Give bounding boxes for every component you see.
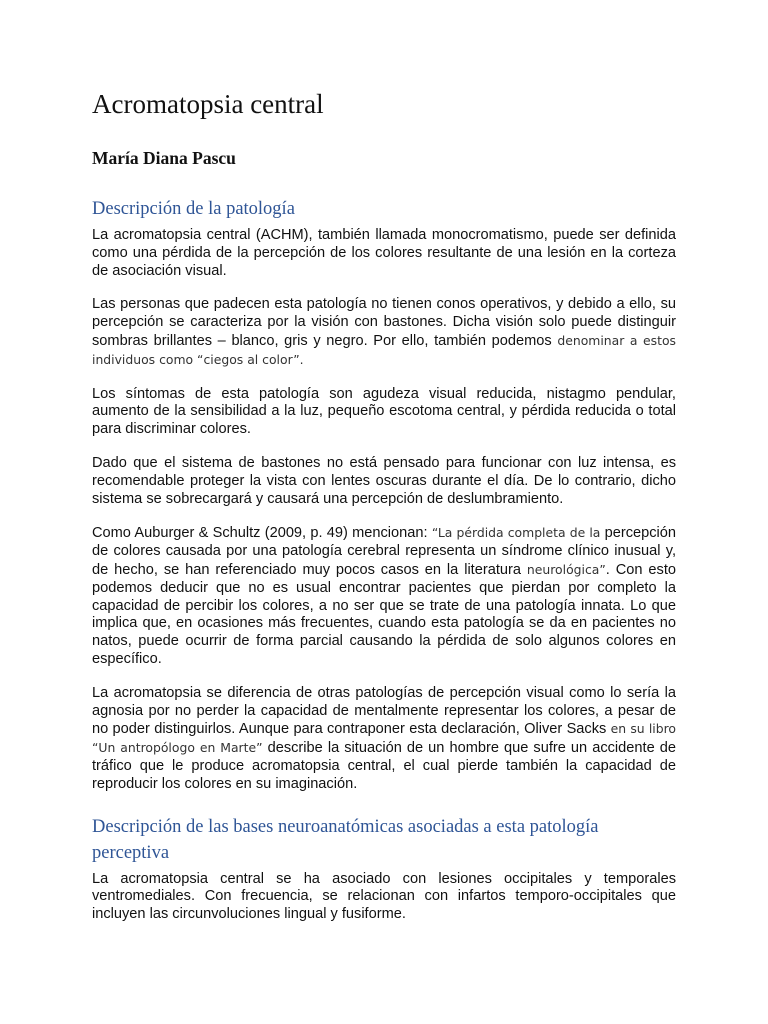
paragraph-2 bbox=[92, 296, 676, 369]
quote-start: “La pérdida completa de la bbox=[431, 525, 601, 541]
paragraph-6-text-a: La acromatopsia se diferencia de otras patologías de percepción visual como lo sería la agnosia por no perder la capacidad de mentalmente representar los colores, a pesar de no poder distinguirlos. Aunque para contraponer esta declaración, Oliver Sacks bbox=[92, 684, 676, 738]
document-title: Acromatopsia central bbox=[92, 89, 324, 119]
paragraph-1: La acromatopsia central (ACHM), también llamada monocromatismo, puede ser definida como una pérdida de la percepción de los colores resultante de una lesión en la corteza de asociación visual. bbox=[92, 227, 676, 279]
paragraph-3: Los síntomas de esta patología son agudeza visual reducida, nistagmo pendular, aumento de la sensibilidad a la luz, pequeño escotoma central, y pérdida reducida o total para discriminar colores. bbox=[92, 385, 676, 438]
section-heading-neuroanatomy: Descripción de las bases neuroanatómicas asociadas a esta patología perceptiva bbox=[92, 816, 599, 863]
paragraph-6-text-c: describe la situación de un hombre que sufre un accidente de tráfico que le produce acromatopsia central, el cual pierde también la capacidad de reproducir los colores en su imaginación. bbox=[92, 740, 676, 792]
author-name: María Diana Pascu bbox=[92, 148, 236, 168]
paragraph-2-text: Las personas que padecen esta patología no tienen conos operativos, y debido a ello, su percepción se caracteriza por la visión con bastones. Dicha visión solo puede distinguir sombras brillantes – blanco, gris y negro. Por ello, también podemos bbox=[92, 296, 676, 349]
paragraph-5 bbox=[92, 524, 676, 668]
paragraph-5-text-e: . Con esto podemos deducir que no es usual encontrar pacientes que pierdan por completo la capacidad de percibir los colores, a no ser que se trate de una patología innata. Lo que implica que, en ocasiones más frecuentes, cuando esta patología se da en pacientes no natos, puede ocurrir de forma parcial causando la pérdida de solo algunos colores en específico. bbox=[92, 561, 676, 667]
paragraph-2-alt-text: denominar a estos individuos como “ciegos al color”. bbox=[92, 332, 676, 367]
book-reference: en su libro “Un antropólogo en Marte” bbox=[92, 721, 676, 756]
paragraph-6 bbox=[92, 685, 676, 794]
paragraph-7: La acromatopsia central se ha asociado con lesiones occipitales y temporales ventromediales. Con frecuencia, se relacionan con infartos temporo-occipitales que incluyen las circunvoluciones lingual y fusiforme. bbox=[92, 870, 676, 923]
paragraph-5-text-a: Como Auburger & Schultz (2009, p. 49) mencionan: bbox=[92, 525, 432, 542]
section-heading-pathology: Descripción de la patología bbox=[92, 199, 295, 219]
paragraph-5-text-c: percepción de colores causada por una patología cerebral representa un síndrome clínico inusual y, de hecho, se han referenciado muy pocos casos en la literatura bbox=[92, 525, 677, 578]
document-page bbox=[92, 84, 676, 940]
paragraph-4: Dado que el sistema de bastones no está pensado para funcionar con luz intensa, es recomendable proteger la vista con lentes oscuras durante el día. De lo contrario, dicho sistema se sobrecargará y causará una percepción de deslumbramiento. bbox=[92, 454, 676, 507]
quote-end: neurológica” bbox=[526, 561, 606, 577]
